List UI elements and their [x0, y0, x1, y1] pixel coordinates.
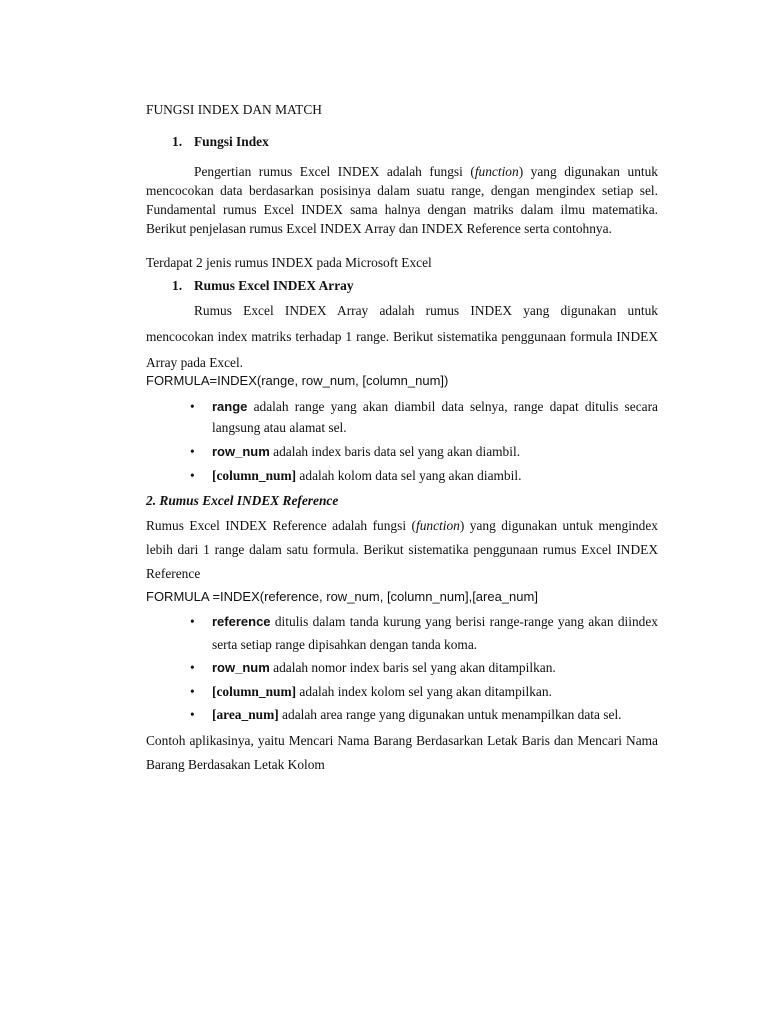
bullet-dot: • [190, 684, 195, 699]
bullet-text [212, 706, 658, 724]
array-paragraph: Rumus Excel INDEX Array adalah rumus INDEX yang digunakan untuk mencocokan index matriks terhadap 1 range. Berikut sistematika penggunaan formula INDEX Array pada Excel. [146, 303, 658, 370]
reference-paragraph [146, 514, 658, 586]
bullet-text [212, 443, 658, 461]
document-title: FUNGSI INDEX DAN MATCH [146, 102, 322, 117]
reference-bullet-area-num [190, 706, 658, 724]
subheading-text: Rumus Excel INDEX Array [194, 278, 354, 293]
array-bullet-column-num [190, 467, 658, 485]
bullet-dot: • [190, 660, 195, 675]
array-bullet-row-num [190, 443, 658, 461]
section-heading-fungsi-index [172, 133, 684, 151]
bullet-text [212, 610, 658, 656]
subheading-index-reference: 2. Rumus Excel INDEX Reference [146, 493, 339, 508]
bullet-term: reference [212, 614, 271, 629]
bullet-term: [area_num] [212, 707, 279, 722]
bullet-desc: adalah index kolom sel yang akan ditampilkan. [296, 684, 552, 699]
reference-bullet-reference [190, 610, 658, 656]
bullet-dot: • [190, 614, 195, 629]
bullet-dot: • [190, 707, 195, 722]
intro-paragraph [146, 162, 658, 238]
intro-text-b: ) yang digunakan untuk mencocokan data berdasarkan posisinya dalam suatu range, dengan mengindex setiap sel. Fundamental rumus Excel INDEX sama halnya dengan matriks dalam ilmu matematika. Berikut penjelasan rumus Excel INDEX Array dan INDEX Reference serta contohnya. [146, 164, 658, 236]
bullet-dot: • [190, 444, 195, 459]
reference-formula: FORMULA =INDEX(reference, row_num, [column_num],[area_num] [146, 589, 538, 604]
reference-text-a: Rumus Excel INDEX Reference adalah fungsi ( [146, 518, 416, 533]
intro-text-a: Pengertian rumus Excel INDEX adalah fungsi ( [194, 164, 475, 179]
section-number: 1. [172, 134, 183, 149]
intro-text-italic: function [474, 164, 519, 179]
array-formula: FORMULA=INDEX(range, row_num, [column_num]) [146, 373, 449, 388]
bullet-term: range [212, 399, 248, 414]
bullet-desc: adalah nomor index baris sel yang akan ditampilkan. [269, 660, 556, 675]
bullet-desc: adalah kolom data sel yang akan diambil. [296, 468, 522, 483]
array-bullet-range [190, 396, 658, 438]
bullet-desc: adalah index baris data sel yang akan diambil. [269, 444, 521, 459]
bullet-text [212, 659, 658, 677]
bullet-term: row_num [212, 444, 270, 459]
bullet-dot: • [190, 468, 195, 483]
reference-bullet-column-num [190, 683, 658, 701]
section-heading-text: Fungsi Index [194, 134, 269, 149]
bullet-dot: • [190, 399, 195, 414]
bullet-desc: adalah range yang akan diambil data selnya, range dapat ditulis secara langsung atau alamat sel. [212, 399, 658, 435]
reference-text-b: ) yang digunakan untuk mengindex lebih dari 1 range dalam satu formula. Berikut sistematika penggunaan rumus Excel INDEX Reference [146, 518, 658, 581]
closing-paragraph: Contoh aplikasinya, yaitu Mencari Nama Barang Berdasarkan Letak Baris dan Mencari Nama Barang Berdasakan Letak Kolom [146, 733, 658, 772]
bullet-text [212, 396, 658, 438]
bullet-term: row_num [212, 660, 270, 675]
bullet-text [212, 683, 658, 701]
reference-text-italic: function [415, 518, 460, 533]
bullet-desc: ditulis dalam tanda kurung yang berisi range-range yang akan diindex serta setiap range dipisahkan dengan tanda koma. [212, 614, 658, 652]
bullet-term: [column_num] [212, 684, 297, 699]
bullet-term: [column_num] [212, 468, 297, 483]
subheading-number: 1. [172, 278, 183, 293]
reference-bullet-row-num [190, 659, 658, 677]
bullet-desc: adalah area range yang digunakan untuk menampilkan data sel. [278, 707, 622, 722]
bullet-text [212, 467, 658, 485]
types-intro: Terdapat 2 jenis rumus INDEX pada Microsoft Excel [146, 255, 432, 270]
subheading-index-array [172, 277, 684, 295]
